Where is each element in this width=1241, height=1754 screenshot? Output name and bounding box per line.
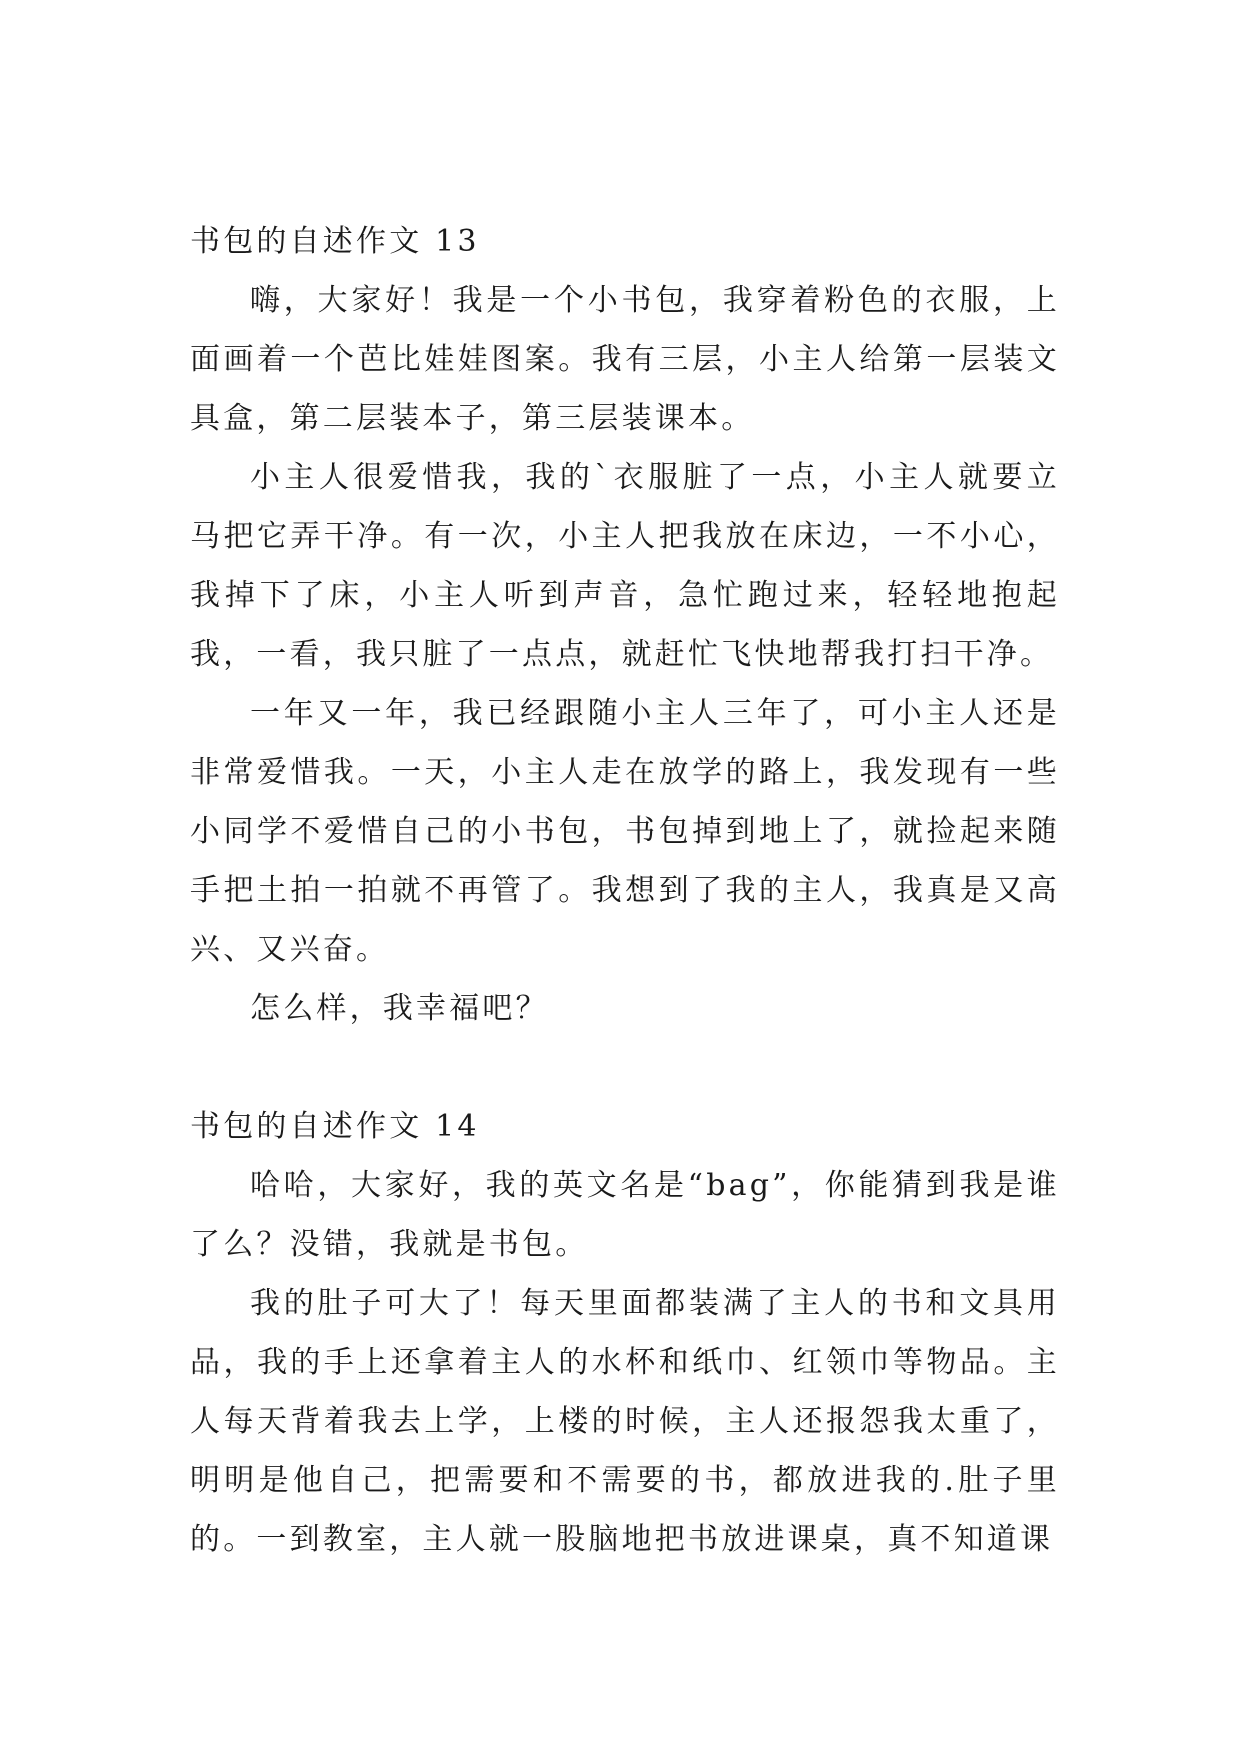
essay-paragraph: 小主人很爱惜我，我的`衣服脏了一点，小主人就要立马把它弄干净。有一次，小主人把我放在床边，一不小心，我掉下了床，小主人听到声音，急忙跑过来，轻轻地抱起我，一看，我只脏了一点点，就赶忙飞快地帮我打扫干净。 (190, 460, 1060, 672)
essay-paragraph: 一年又一年，我已经跟随小主人三年了，可小主人还是非常爱惜我。一天，小主人走在放学的路上，我发现有一些小同学不爱惜自己的小书包，书包掉到地上了，就捡起来随手把土拍一拍就不再管了。我想到了我的主人，我真是又高兴、又兴奋。 (190, 696, 1060, 967)
essay-paragraph: 怎么样，我幸福吧？ (250, 991, 549, 1026)
essay-title: 书包的自述作文 14 (190, 1109, 480, 1144)
essay-section-13 (190, 212, 1060, 1038)
essay-paragraph: 哈哈，大家好，我的英文名是“bag”，你能猜到我是谁了么？没错，我就是书包。 (190, 1168, 1060, 1262)
essay-section-14 (190, 1097, 1060, 1569)
essay-paragraph: 我的肚子可大了！每天里面都装满了主人的书和文具用品，我的手上还拿着主人的水杯和纸巾、红领巾等物品。主人每天背着我去上学，上楼的时候，主人还报怨我太重了，明明是他自己，把需要和不需要的书，都放进我的.肚子里的。一到教室，主人就一股脑地把书放进课桌，真不知道课 (190, 1286, 1060, 1557)
essay-paragraph: 嗨，大家好！我是一个小书包，我穿着粉色的衣服，上面画着一个芭比娃娃图案。我有三层，小主人给第一层装文具盒，第二层装本子，第三层装课本。 (190, 283, 1060, 436)
essay-title: 书包的自述作文 13 (190, 224, 480, 259)
document-body (190, 212, 1060, 1569)
